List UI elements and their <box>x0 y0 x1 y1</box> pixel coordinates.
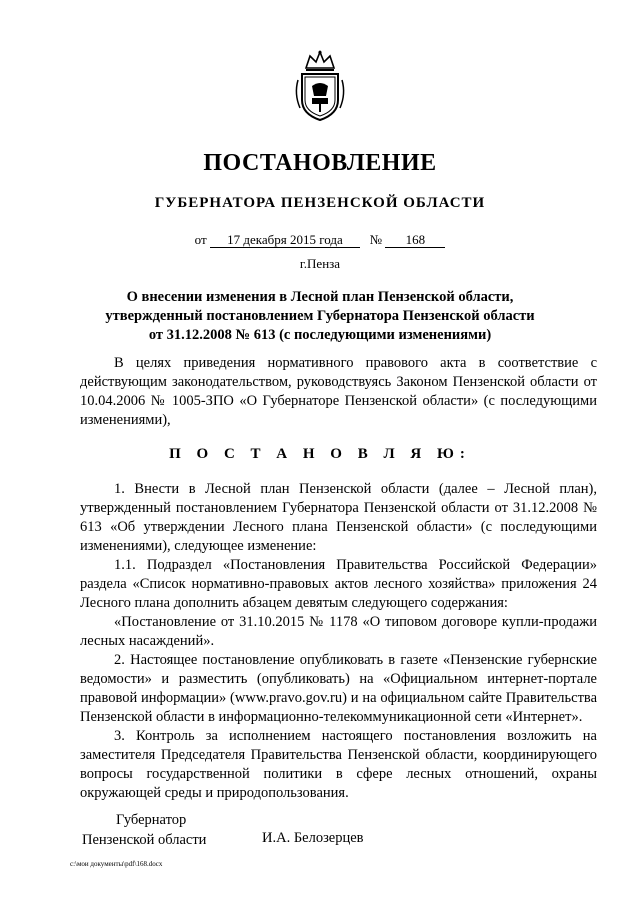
document-date: 17 декабря 2015 года <box>210 233 360 248</box>
heading-line: утвержденный постановлением Губернатора Пензенской области <box>105 308 535 324</box>
heading-line: О внесении изменения в Лесной план Пензенской области, <box>126 289 514 305</box>
body-paragraph: «Постановление от 31.10.2015 № 1178 «О типовом договоре купли-продажи лесных насаждений». <box>80 614 597 649</box>
signatory-position-line2: Пензенской области <box>82 832 207 848</box>
document-heading <box>60 288 580 345</box>
signatory-position-line1: Губернатор <box>116 812 187 828</box>
preamble-text: В целях приведения нормативного правового акта в соответствие с действующим законодательством, руководствуясь Законом Пензенской области от 10.04.2006 № 1005-ЗПО «О Губернаторе Пензенской области» (с последующими изменениями), <box>80 355 597 428</box>
document-title: ПОСТАНОВЛЕНИЕ <box>203 150 437 176</box>
body-paragraph: 2. Настоящее постановление опубликовать в газете «Пензенские губернские ведомости» и разместить (опубликовать) на «Официальном интернет-портале правовой информации» (www.pravo.gov.ru) и на официальном сайте Правительства Пензенской области в информационно-телекоммуникационной сети «Интернет». <box>80 652 597 725</box>
document-number: 168 <box>385 233 445 248</box>
date-prefix: от <box>194 232 207 247</box>
date-line <box>0 232 640 248</box>
preamble-paragraph <box>80 354 597 430</box>
file-path: c:\мои документы\pdf\168.docx <box>70 860 163 868</box>
body-paragraph: 3. Контроль за исполнением настоящего постановления возложить на заместителя Председателя Правительства Пензенской области, координирующего вопросы государственной политики в сфере лесных отношений, охраны окружающей среды и природопользования. <box>80 728 597 801</box>
number-sign: № <box>369 232 383 247</box>
document-city: г.Пенза <box>299 256 341 271</box>
decree-word: П О С Т А Н О В Л Я Ю: <box>169 446 471 462</box>
signatory-name: И.А. Белозерцев <box>262 830 364 846</box>
body-paragraph: 1.1. Подраздел «Постановления Правительства Российской Федерации» раздела «Список нормативно-правовых актов лесного хозяйства» приложения 24 Лесного плана дополнить абзацем девятым следующего содержания: <box>80 557 597 611</box>
coat-of-arms-icon <box>292 50 348 122</box>
signatory-position <box>82 810 206 850</box>
body-paragraph: 1. Внести в Лесной план Пензенской области (далее – Лесной план), утвержденный постановлением Губернатора Пензенской области от 31.12.2008 № 613 «Об утверждении Лесного плана Пензенской области» (с последующими изменениями), следующее изменение: <box>80 481 597 554</box>
document-subtitle: ГУБЕРНАТОРА ПЕНЗЕНСКОЙ ОБЛАСТИ <box>154 195 486 211</box>
heading-line: от 31.12.2008 № 613 (с последующими изменениями) <box>148 327 492 343</box>
document-body <box>80 480 597 803</box>
